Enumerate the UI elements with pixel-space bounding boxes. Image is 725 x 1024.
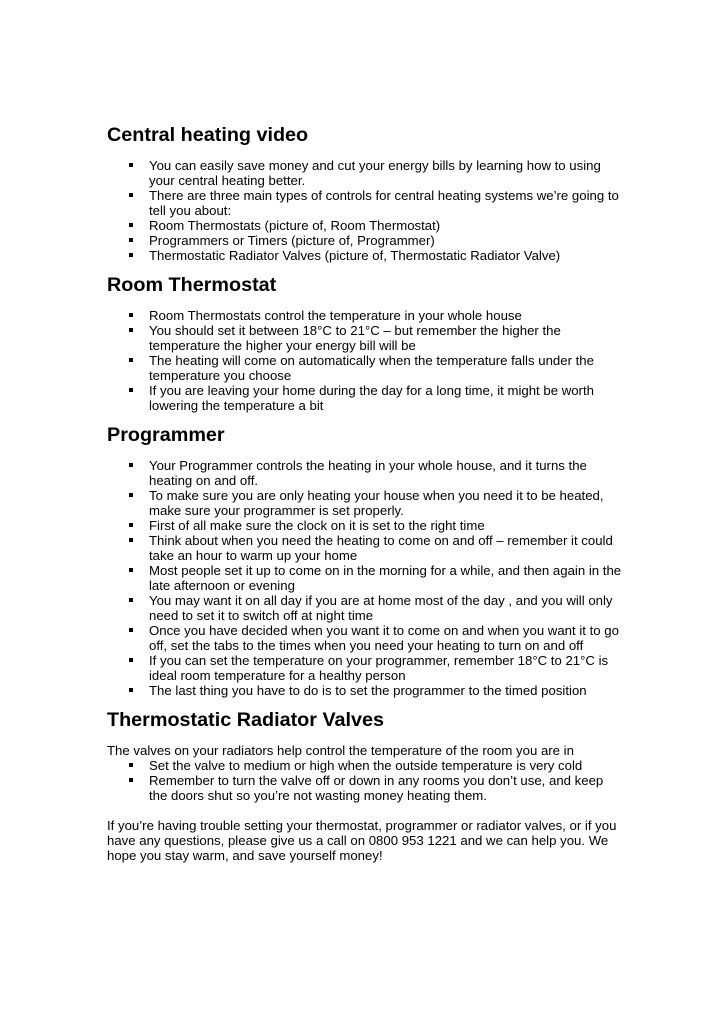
list-item: There are three main types of controls for central heating systems we’re going to tell you about:: [107, 188, 622, 218]
document-page: [107, 124, 622, 863]
list-item: The heating will come on automatically when the temperature falls under the temperature you choose: [107, 353, 622, 383]
list-item: You can easily save money and cut your energy bills by learning how to using your central heating better.: [107, 158, 622, 188]
list-item: Once you have decided when you want it to come on and when you want it to go off, set the tabs to the times when you need your heating to turn on and off: [107, 623, 622, 653]
list-item: Remember to turn the valve off or down in any rooms you don’t use, and keep the doors shut so you’re not wasting money heating them.: [107, 773, 622, 803]
bullet-icon: [129, 763, 133, 767]
bullet-icon: [129, 688, 133, 692]
list-item: Think about when you need the heating to come on and off – remember it could take an hour to warm up your home: [107, 533, 622, 563]
bullet-icon: [129, 238, 133, 242]
list-item: You may want it on all day if you are at home most of the day , and you will only need to set it to switch off at night time: [107, 593, 622, 623]
list-item: You should set it between 18°C to 21°C – but remember the higher the temperature the higher your energy bill will be: [107, 323, 622, 353]
bullet-icon: [129, 658, 133, 662]
list-item: Most people set it up to come on in the morning for a while, and then again in the late afternoon or evening: [107, 563, 622, 593]
list-item: If you can set the temperature on your programmer, remember 18°C to 21°C is ideal room temperature for a healthy person: [107, 653, 622, 683]
bullet-icon: [129, 463, 133, 467]
bullet-icon: [129, 328, 133, 332]
section-heading-programmer: Programmer: [107, 424, 225, 446]
bullet-icon: [129, 193, 133, 197]
bullet-icon: [129, 628, 133, 632]
bullet-icon: [129, 223, 133, 227]
bullet-icon: [129, 778, 133, 782]
bullet-icon: [129, 598, 133, 602]
bullet-icon: [129, 253, 133, 257]
list-item: If you are leaving your home during the day for a long time, it might be worth lowering the temperature a bit: [107, 383, 622, 413]
list-item: Thermostatic Radiator Valves (picture of, Thermostatic Radiator Valve): [107, 248, 622, 263]
bullet-icon: [129, 538, 133, 542]
bullet-icon: [129, 313, 133, 317]
closing-paragraph: If you’re having trouble setting your thermostat, programmer or radiator valves, or if you have any questions, please give us a call on 0800 953 1221 and we can help you. We hope you stay warm, and save yourself money!: [107, 818, 617, 863]
list-item: The last thing you have to do is to set the programmer to the timed position: [107, 683, 622, 698]
list-item: Programmers or Timers (picture of, Programmer): [107, 233, 622, 248]
bullet-icon: [129, 163, 133, 167]
section-intro-radiator-valves: The valves on your radiators help control the temperature of the room you are in: [107, 743, 574, 758]
bullet-icon: [129, 493, 133, 497]
list-item: First of all make sure the clock on it is set to the right time: [107, 518, 622, 533]
list-item: Room Thermostats control the temperature in your whole house: [107, 308, 622, 323]
bullet-list-radiator-valves: [107, 758, 622, 803]
section-heading-radiator-valves: Thermostatic Radiator Valves: [107, 709, 385, 731]
section-heading-room-thermostat: Room Thermostat: [107, 274, 277, 296]
list-item: Room Thermostats (picture of, Room Thermostat): [107, 218, 622, 233]
bullet-list-central-heating: [107, 158, 622, 263]
bullet-icon: [129, 388, 133, 392]
bullet-icon: [129, 358, 133, 362]
list-item: Your Programmer controls the heating in your whole house, and it turns the heating on and off.: [107, 458, 622, 488]
list-item: To make sure you are only heating your house when you need it to be heated, make sure your programmer is set properly.: [107, 488, 622, 518]
bullet-icon: [129, 523, 133, 527]
section-heading-central-heating: Central heating video: [107, 124, 309, 146]
bullet-icon: [129, 568, 133, 572]
bullet-list-room-thermostat: [107, 308, 622, 413]
list-item: Set the valve to medium or high when the outside temperature is very cold: [107, 758, 622, 773]
bullet-list-programmer: [107, 458, 622, 698]
